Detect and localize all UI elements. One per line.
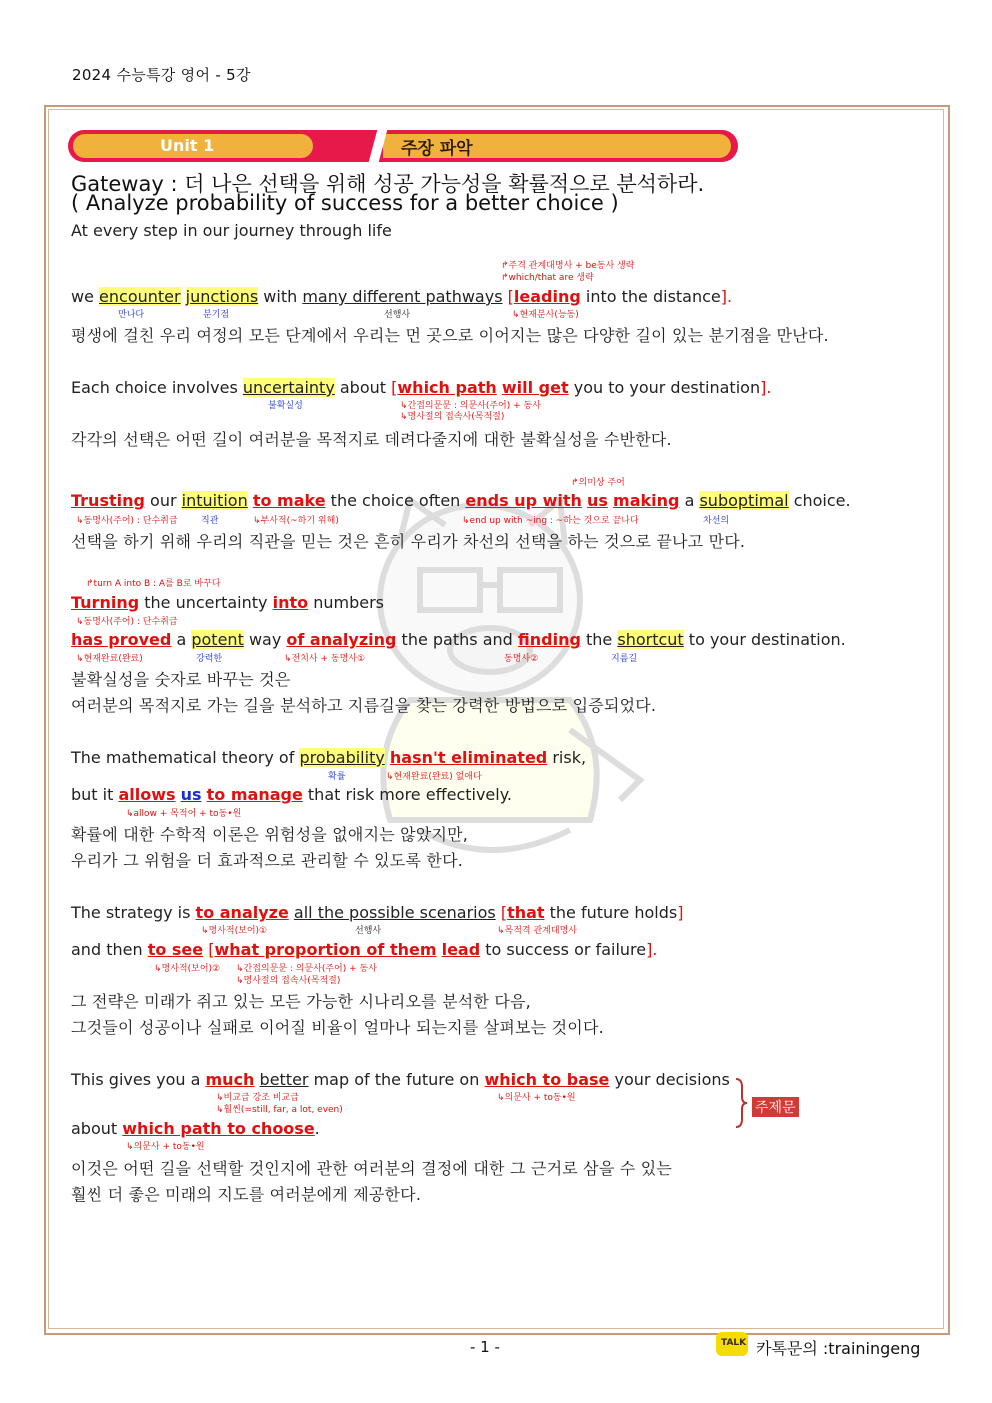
s2-korean: 각각의 선택은 어떤 길이 여러분을 목적지로 데려다줄지에 대한 불확실성을 수반한다. (71, 430, 672, 449)
s6-bracket-close2: ]. (646, 940, 658, 959)
s7-korean1: 이것은 어떤 길을 선택할 것인지에 관한 여러분의 결정에 대한 그 근거로 삼을 수 있는 (71, 1159, 673, 1178)
s7-whichpath: which path to choose (122, 1119, 315, 1138)
s7-dot: . (314, 1119, 320, 1138)
s1-line2 (71, 287, 732, 306)
s4-note-short: 지름길 (611, 654, 638, 664)
s7-note-comp2: ↳훨씬(=still, far, a lot, even) (216, 1105, 343, 1115)
s7-note-comp1: ↳비교급 강조 비교급 (216, 1093, 299, 1103)
s3-note-top: ↱의미상 주어 (571, 478, 625, 488)
s3-note-end: ↳end up with ~ing : ~하는 것으로 끝나다 (462, 516, 639, 526)
s3-intuition: intuition (181, 491, 248, 510)
s6-bracket-close: ] (677, 903, 684, 922)
s1-note-top1: ↱주격 관계대명사 + be동사 생략 (501, 261, 635, 271)
s5-but: but it (71, 785, 114, 804)
s1-note-ante: 선행사 (384, 310, 411, 320)
s4-finding: finding (517, 630, 581, 649)
gateway-title-ko: Gateway : 더 나은 선택을 위해 성공 가능성을 확률적으로 분석하라. (71, 172, 705, 196)
kakaotalk-icon (716, 1332, 748, 1356)
s7-better: better (259, 1070, 309, 1089)
s5-us: us (180, 785, 202, 804)
s4-korean2: 여러분의 목적지로 가는 길을 분석하고 지름길을 찾는 강력한 방법으로 입증되었다. (71, 696, 657, 715)
s6-bracket-open2: [ (208, 940, 215, 959)
s4-korean1: 불확실성을 숫자로 바꾸는 것은 (71, 670, 291, 689)
s6-tosucc: to success or failure (485, 940, 647, 959)
s6-line1 (71, 903, 683, 922)
s7-korean2: 훨씬 더 좋은 미래의 지도를 여러분에게 제공한다. (71, 1185, 422, 1204)
s5-rest: that risk more effectively. (307, 785, 512, 804)
s3-ends: ends up with (465, 491, 582, 510)
s7-line1 (71, 1070, 730, 1089)
s4-way: way (248, 630, 282, 649)
s5-note-pp: ↳현재완료(완료) 없애다 (386, 772, 482, 782)
s5-korean2: 우리가 그 위험을 더 효과적으로 관리할 수 있도록 한다. (71, 851, 464, 870)
s4-shortcut: shortcut (617, 630, 684, 649)
s4-mid: the uncertainty (144, 593, 268, 612)
s2-uncertainty: uncertainty (242, 378, 335, 397)
s4-a: a (176, 630, 187, 649)
s6-andthen: and then (71, 940, 143, 959)
gateway-title-en: ( Analyze probability of success for a better choice ) (71, 191, 619, 215)
s1-note-part: ↳현재분사(능동) (512, 310, 579, 320)
s6-line2 (71, 940, 657, 959)
s1-leading: leading (513, 287, 581, 306)
s1-korean: 평생에 걸친 우리 여정의 모든 단계에서 우리는 먼 곳으로 이어지는 많은 다양한 길이 있는 분기점을 만난다. (71, 326, 829, 345)
s2-line (71, 378, 771, 397)
s5-allows: allows (118, 785, 176, 804)
s6-note-ind1: ↳간접의문문 : 의문사(주어) + 동사 (236, 964, 377, 974)
s3-korean: 선택을 하기 위해 우리의 직관을 믿는 것은 흔히 우리가 차선의 선택을 하는 것으로 끝나고 만다. (71, 532, 746, 551)
s1-bracket-close: ]. (720, 287, 733, 306)
s2-a: Each choice involves (71, 378, 238, 397)
s3-note-sub: 차선의 (703, 516, 730, 526)
s2-rest: you to your destination (573, 378, 761, 397)
s2-note-1: ↳간접의문문 : 의문사(주어) + 동사 (400, 401, 541, 411)
s6-note-nom1: ↳명사적(보어)① (201, 926, 268, 936)
s5-hasnt: hasn't eliminated (389, 748, 548, 767)
page-number: - 1 - (470, 1338, 500, 1356)
s1-note-top2: ↱which/that are 생략 (501, 273, 594, 283)
s6-lead: lead (441, 940, 481, 959)
s4-turning: Turning (71, 593, 140, 612)
s4-paths: the paths and (401, 630, 513, 649)
s5-note-allow: ↳allow + 목적어 + to동•원 (126, 809, 242, 819)
s4-note-pot: 강력한 (196, 654, 223, 664)
s4-line1 (71, 593, 384, 612)
s6-note-ante: 선행사 (355, 926, 382, 936)
s7-a: This gives you a (71, 1070, 201, 1089)
s6-that: that (507, 903, 545, 922)
s3-note-int: 직관 (201, 516, 219, 526)
s1-junctions: junctions (185, 287, 259, 306)
s5-risk: risk, (552, 748, 587, 767)
s1-we: we (71, 287, 94, 306)
s1-note-meet: 만나다 (118, 310, 145, 320)
s5-note-prob: 확률 (328, 772, 346, 782)
s7-note-wh: ↳의문사 + to동•원 (497, 1093, 576, 1103)
s3-suboptimal: suboptimal (699, 491, 789, 510)
s2-about: about (339, 378, 387, 397)
s4-line2 (71, 630, 846, 649)
s7-note-wh2: ↳의문사 + to동•원 (126, 1142, 205, 1152)
s2-bracket-open: [ (391, 378, 398, 397)
s3-a: a (684, 491, 695, 510)
s1-line1: At every step in our journey through life (71, 221, 392, 240)
s6-holds: the future holds (549, 903, 678, 922)
s3-us: us (587, 491, 608, 510)
s3-line (71, 491, 851, 510)
s1-rest: into the distance (585, 287, 721, 306)
s6-a: The strategy is (71, 903, 191, 922)
s4-hasproved: has proved (71, 630, 172, 649)
document-header: 2024 수능특강 영어 - 5강 (72, 66, 251, 84)
s7-which: which to base (484, 1070, 610, 1089)
s6-bracket-open: [ (500, 903, 508, 922)
s3-choice: choice. (793, 491, 851, 510)
unit-title: 주장 파악 (401, 139, 473, 159)
s3-tomake: to make (252, 491, 326, 510)
s4-into: into (272, 593, 309, 612)
s2-note-unc: 불확실성 (268, 401, 303, 411)
s5-korean1: 확률에 대한 수학적 이론은 위험성을 없애지는 않았지만, (71, 825, 469, 844)
s4-dest: to your destination. (688, 630, 846, 649)
s7-much: much (205, 1070, 255, 1089)
unit-banner (68, 130, 738, 162)
s4-the: the (586, 630, 613, 649)
s6-korean2: 그것들이 성공이나 실패로 이어질 비율이 얼마나 되는지를 살펴보는 것이다. (71, 1018, 604, 1037)
s5-line1 (71, 748, 586, 767)
kakaotalk-icon-text: TALK (721, 1338, 747, 1348)
s1-bracket-open: [ (507, 287, 514, 306)
s3-note-ger: ↳동명사(주어) : 단수취급 (76, 516, 178, 526)
s2-which: which path (397, 378, 497, 397)
s2-bracket-close: ]. (760, 378, 772, 397)
kakao-contact: 카톡문의 :trainingeng (756, 1339, 921, 1358)
theme-brace-icon (734, 1077, 748, 1129)
s7-map: map of the future on (313, 1070, 480, 1089)
s5-line2 (71, 785, 512, 804)
s7-your: your decisions (614, 1070, 730, 1089)
s3-note-adv: ↳부사적(~하기 위해) (253, 516, 339, 526)
s4-potent: potent (191, 630, 244, 649)
s1-pathways: many different pathways (302, 287, 503, 306)
s1-note-junc: 분기점 (203, 310, 230, 320)
s6-tosee: to see (147, 940, 204, 959)
theme-label: 주제문 (752, 1097, 799, 1117)
unit-label: Unit 1 (160, 136, 215, 155)
s4-note-ger2: 동명사② (504, 654, 539, 664)
s6-korean1: 그 전략은 미래가 쥐고 있는 모든 가능한 시나리오를 분석한 다음, (71, 992, 531, 1011)
s7-line2 (71, 1119, 320, 1138)
s5-probability: probability (299, 748, 385, 767)
s3-our: our (150, 491, 177, 510)
s4-note-top: ↱turn A into B : A를 B로 바꾸다 (86, 579, 221, 589)
s6-note-nom2: ↳명사적(보어)② (154, 964, 221, 974)
s2-will: will get (501, 378, 569, 397)
s4-note-ger: ↳동명사(주어) : 단수취급 (76, 617, 178, 627)
s4-ofanalyzing: of analyzing (286, 630, 397, 649)
s5-a: The mathematical theory of (71, 748, 295, 767)
s6-note-ind2: ↳명사절의 접속사(목적절) (236, 976, 341, 986)
s2-note-2: ↳명사절의 접속사(목적절) (400, 412, 505, 422)
s1-encounter: encounter (99, 287, 181, 306)
s4-note-pp: ↳현재완료(완료) (76, 654, 143, 664)
s3-making: making (613, 491, 680, 510)
s3-mid: the choice often (330, 491, 461, 510)
s6-what: what proportion of them (214, 940, 437, 959)
s6-toanalyze: to analyze (195, 903, 289, 922)
s7-about: about (71, 1119, 118, 1138)
s6-note-rel: ↳목적격 관계대명사 (497, 926, 577, 936)
s1-with: with (263, 287, 298, 306)
s6-all: all the possible scenarios (293, 903, 496, 922)
s3-trusting: Trusting (71, 491, 145, 510)
s4-numbers: numbers (313, 593, 384, 612)
s4-note-prep: ↳전치사 + 동명사① (284, 654, 366, 664)
s5-tomanage: to manage (206, 785, 303, 804)
